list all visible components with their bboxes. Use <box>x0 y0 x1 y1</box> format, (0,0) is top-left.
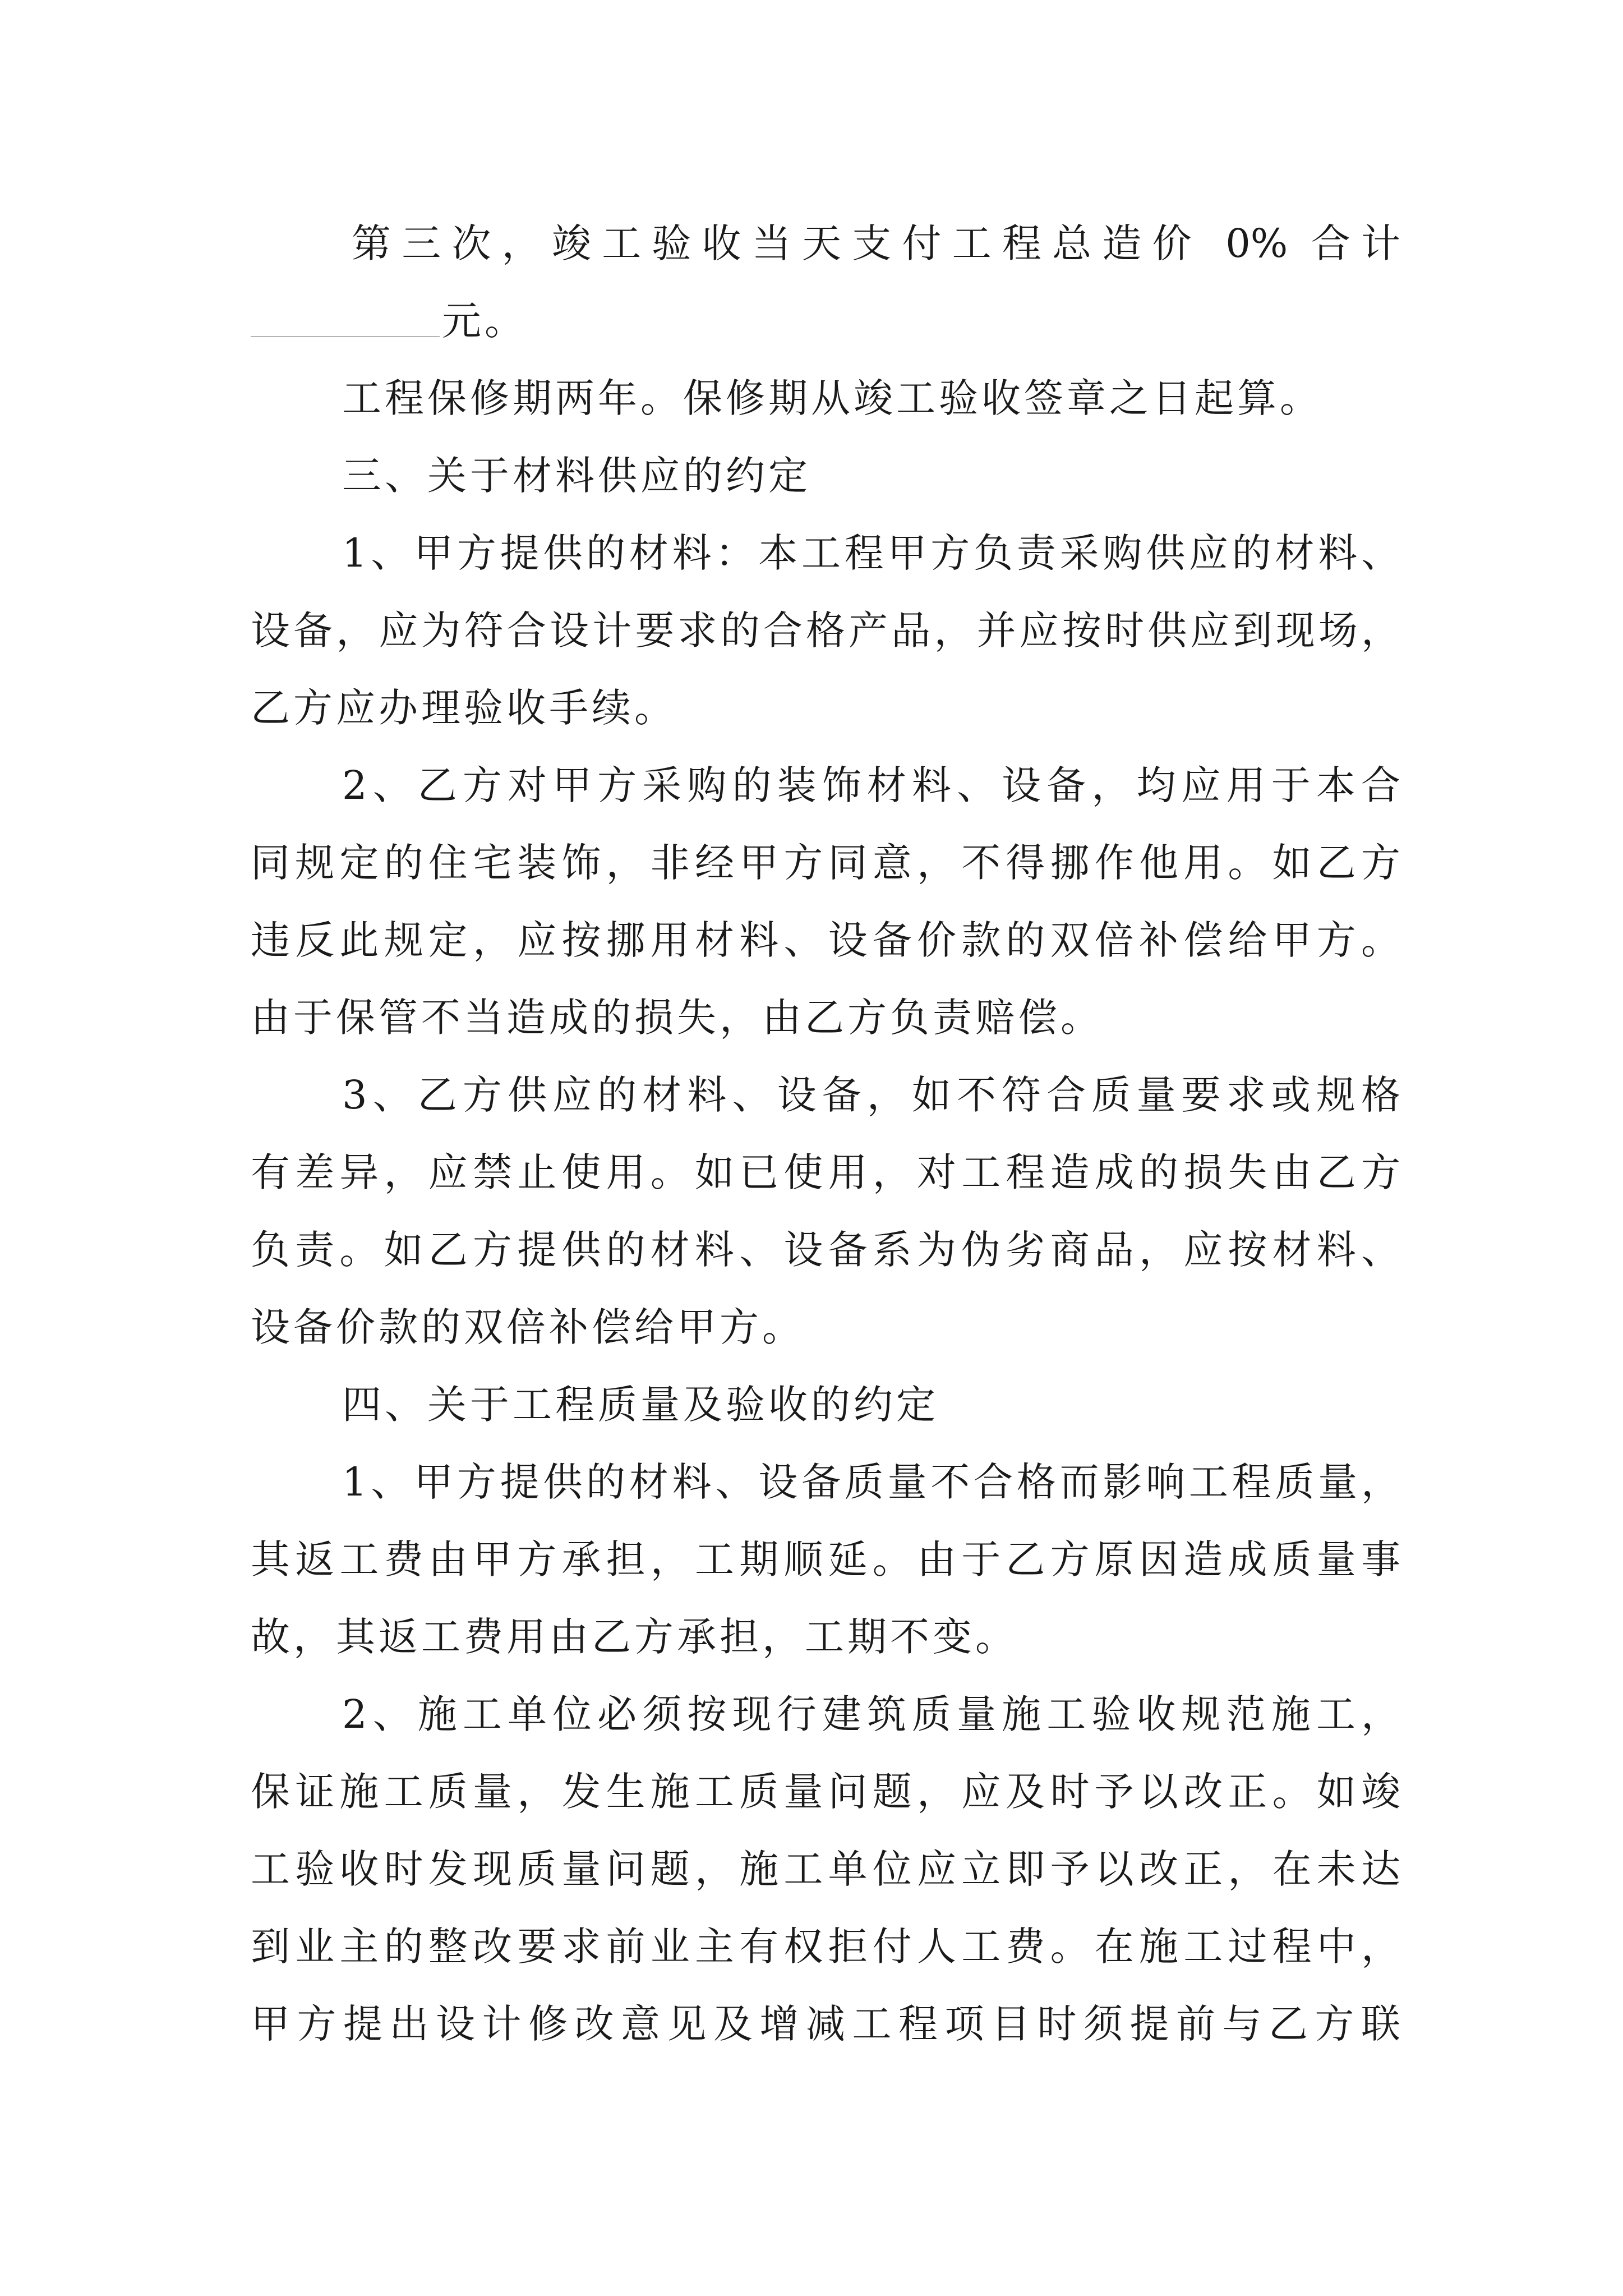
paragraph-line: 1、甲方提供的材料、设备质量不合格而影响工程质量， <box>342 1459 1400 1505</box>
paragraph-line: 甲方提出设计修改意见及增减工程项目时须提前与乙方联 <box>251 2001 1400 2047</box>
section-4-heading: 四、关于工程质量及验收的约定 <box>342 1382 939 1428</box>
paragraph-line: 违反此规定，应按挪用材料、设备价款的双倍补偿给甲方。 <box>251 917 1400 963</box>
paragraph-line: 工验收时发现质量问题，施工单位应立即予以改正，在未达 <box>251 1846 1400 1892</box>
section-4-item-2 <box>251 1676 1400 2063</box>
blank-amount-line <box>251 282 440 337</box>
paragraph-line: 设备，应为符合设计要求的合格产品，并应按时供应到现场， <box>251 608 1400 654</box>
paragraph-line: 设备价款的双倍补偿给甲方。 <box>251 1304 805 1350</box>
paragraph-line: 2、乙方对甲方采购的装饰材料、设备，均应用于本合 <box>342 762 1400 808</box>
paragraph-line: 故，其返工费用由乙方承担，工期不变。 <box>251 1614 1018 1660</box>
paragraph-line: 3、乙方供应的材料、设备，如不符合质量要求或规格 <box>342 1072 1400 1118</box>
paragraph-line: 负责。如乙方提供的材料、设备系为伪劣商品，应按材料、 <box>251 1227 1400 1273</box>
section-4-item-1 <box>251 1443 1400 1676</box>
paragraph-line: 同规定的住宅装饰，非经甲方同意，不得挪作他用。如乙方 <box>251 840 1400 886</box>
amount-suffix: 元。 <box>442 298 527 344</box>
paragraph-line: 到业主的整改要求前业主有权拒付人工费。在施工过程中， <box>251 1924 1400 1970</box>
paragraph-line: 由于保管不当造成的损失，由乙方负责赔偿。 <box>251 995 1103 1041</box>
section-3-item-2 <box>251 747 1400 1056</box>
paragraph-line: 1、甲方提供的材料：本工程甲方负责采购供应的材料、 <box>342 530 1400 576</box>
paragraph-line: 保证施工质量，发生施工质量问题，应及时予以改正。如竣 <box>251 1769 1400 1815</box>
paragraph-line: 乙方应办理验收手续。 <box>251 685 677 731</box>
paragraph-line: 有差异，应禁止使用。如已使用，对工程造成的损失由乙方 <box>251 1149 1400 1195</box>
section-3-item-3 <box>251 1056 1400 1366</box>
section-3-heading: 三、关于材料供应的约定 <box>342 453 811 499</box>
payment-third-paragraph <box>251 205 1400 360</box>
section-3-item-1 <box>251 514 1400 747</box>
paragraph-line: 第三次，竣工验收当天支付工程总造价 0% 合计 <box>352 220 1400 266</box>
paragraph-line: 2、施工单位必须按现行建筑质量施工验收规范施工， <box>342 1691 1400 1737</box>
paragraph-line: 其返工费由甲方承担，工期顺延。由于乙方原因造成质量事 <box>251 1536 1400 1582</box>
paragraph-line <box>251 282 1400 360</box>
warranty-paragraph: 工程保修期两年。保修期从竣工验收签章之日起算。 <box>342 375 1322 421</box>
document-body <box>251 205 1400 2063</box>
